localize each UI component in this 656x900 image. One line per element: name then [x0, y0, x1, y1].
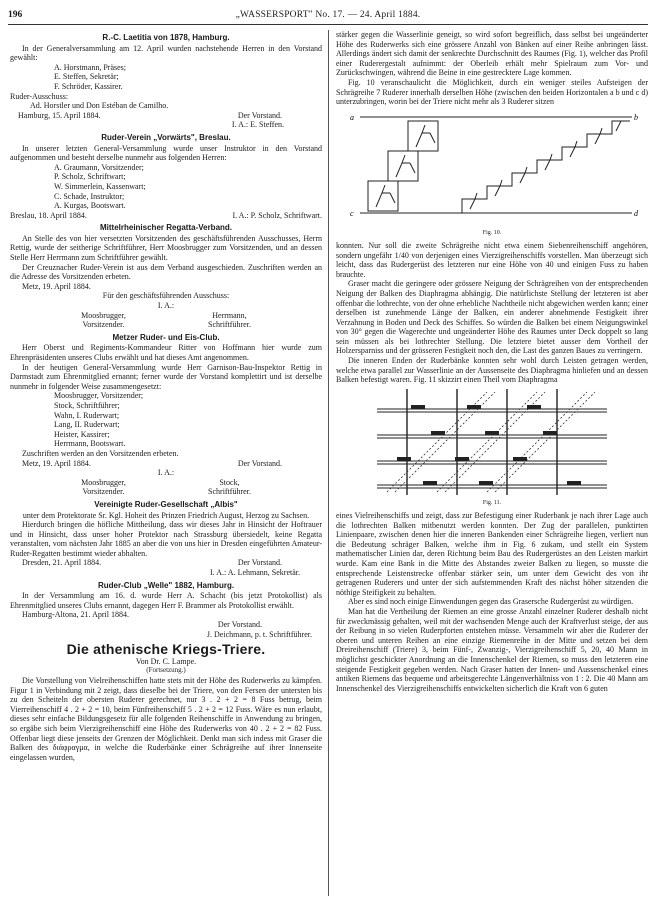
- vorwaerts-member: W. Simmerlein, Kassenwart;: [54, 181, 146, 191]
- welle-sig1: Der Vorstand.: [217, 620, 262, 630]
- rower-figure: [616, 121, 627, 131]
- trireme-row: [368, 121, 438, 211]
- laetitia-intro: In der Generalversammlung am 12. April wurden nachstehende Herren in den Vorstand gewählt:: [10, 43, 322, 63]
- metzer-member: Wahn, I. Ruderwart;: [54, 410, 120, 420]
- signature-name: Moosbrugger,: [81, 477, 126, 487]
- page-number: 196: [8, 10, 23, 20]
- article-p-aber: Aber es sind noch einige Einwendungen gegen das Grasersche Rudergerüst zu würdigen.: [348, 597, 634, 607]
- signature-role: Vorsitzender.: [82, 487, 125, 497]
- signature-block: [208, 311, 251, 330]
- label-a: a: [350, 112, 354, 122]
- albis-p1: Hierdurch bringen die höfliche Mittheilung, dass wir dieses Jahr in Hinsicht der Hoftrauer und in Hinsicht, dass unser hoher Protektor nach Strassburg übersiedelt, keine Regatta veranstalten, vom nächsten Jahr 1885 an aber die von uns hier in Dresden eingeführten Amateur-Ruder-Regatten bestimmt wieder abhalten.: [10, 520, 322, 558]
- article-author: Von Dr. C. Lampe.: [135, 656, 197, 666]
- metzer-p3: Zuschriften werden an den Vorsitzenden erbeten.: [22, 448, 179, 458]
- signature-name: Stock,: [219, 477, 240, 487]
- metzer-ia: I. A.:: [157, 468, 175, 478]
- article-p-enden: Die inneren Enden der Ruderbänke konnten sehr wohl durch Leisten getragen werden, welche etwa parallel zur Wasserlinie an der Aussenseite des Diaphragma hinliefen und an dessen Balken befestigt waren. Fig. 11 skizzirt einen Theil vom Diaphragma: [336, 356, 648, 385]
- section-title-welle: Ruder-Club „Welle" 1882, Hamburg.: [97, 580, 235, 590]
- vertical-beams: [407, 389, 557, 495]
- label-d: d: [634, 208, 638, 218]
- article-title: Die athenische Kriegs-Triere.: [66, 641, 266, 658]
- signature-role: Schriftführer.: [208, 487, 251, 497]
- section-title-mittelrhein: Mittelrheinischer Regatta-Verband.: [99, 223, 233, 233]
- signature-block: [208, 478, 251, 497]
- laetitia-member: F. Schröder, Kassirer.: [54, 81, 123, 91]
- laetitia-date: Hamburg, 15. April 1884.: [18, 110, 101, 120]
- rower-figure: [376, 185, 395, 207]
- rower-figure: [495, 180, 506, 196]
- rower-figure: [595, 128, 606, 144]
- multi-row: [462, 121, 630, 213]
- vorwaerts-sig: I. A.: P. Scholz, Schriftwart.: [232, 210, 322, 220]
- metzer-signatures: [10, 478, 322, 497]
- laetitia-ausschuss-label: Ruder-Ausschuss:: [10, 91, 69, 101]
- rower-box: [408, 121, 438, 151]
- metzer-p1: Herr Oberst und Regiments-Kommandeur Ritter von Hoffmann hier wurde zum Ehrenpräsidenten unseres Clubs erwählt und hat dieses Amt angenommen.: [10, 343, 322, 362]
- section-title-albis: Vereinigte Ruder-Gesellschaft „Albis": [94, 499, 238, 509]
- vorwaerts-member: A. Graumann, Vorsitzender;: [54, 162, 144, 172]
- figure-11: [336, 387, 648, 509]
- rower-figure: [520, 167, 531, 183]
- rower-box: [388, 151, 418, 181]
- metzer-p2: In der heutigen General-Versammlung wurde Herr Garnison-Bau-Inspektor Rettig in Darmstadt zum Ehrenmitglied ernannt; ferner wurde der Vorstand komplettirt und ist derselbe nunmehr in folgender Weise zusammengesetzt:: [10, 362, 322, 391]
- column-divider: [328, 30, 329, 896]
- rower-figure: [396, 155, 415, 177]
- vorwaerts-member: A. Kurgas, Bootswart.: [54, 201, 126, 211]
- left-column: [10, 30, 322, 762]
- rower-figure: [570, 141, 581, 157]
- article-p-man: Man hat die Vertheilung der Riemen an eine grosse Anzahl einzelner Ruderer deshalb nicht für zweckmässig gehalten, weil mit der wachsenden Menge auch der Kraftverlust steige, der aus der Reibung in so vielen Ruderpforten entstehen müsse. Versammeln wir aber die Ruderer der oberen und unteren Reihen an eine einzige Riemenreihe in der Mitte und setzen bei dem Dreireihenschiff (Triere) 3, beim Fünf-, Zwanzig-, Vierzigreihenschiff 5, 20, 40 Mann in möglichst geschickter Anordnung an die Innenschenkel der Riemen, so muss den letzteren eine steigende Festigkeit gegeben werden. Nach Graser hatten der Innen- und Aussenschenkel eines antiken Riemens das bequeme und arbeitsgerechte Längenverhältniss von 1 : 2. Die 40 Mann am Innenschenkel des Vierzigreihenschiffs entwickelten sicherlich die Kraft von 6 guten: [336, 606, 648, 693]
- mittelrhein-p2: Der Creuznacher Ruder-Verein ist aus dem Verband ausgeschieden. Zuschriften werden an die Adresse des Vorsitzenden erbeten.: [10, 262, 322, 282]
- figure-11-drawing: [367, 387, 617, 497]
- metzer-member: Stock, Schriftführer;: [54, 400, 120, 410]
- signature-role: Vorsitzender.: [82, 320, 125, 330]
- laetitia-ausschuss: Ad. Horstler und Don Estéban de Camilho.: [30, 101, 169, 111]
- right-column: [336, 30, 648, 693]
- welle-p1: In der Versammlung am 16. d. wurde Herr A. Schacht (bis jetzt Protokollist) als Ehrenmitglied unseres Clubs ernannt, dagegen Herr F. Brammer als Protokollist erwählt.: [10, 591, 322, 610]
- vorwaerts-member: P. Scholz, Schriftwart;: [54, 172, 126, 182]
- mittelrhein-date: Metz, 19. April 1884.: [22, 281, 91, 291]
- rower-box: [368, 181, 398, 211]
- article-p-after11: eines Vielreihenschiffs und zeigt, dass zur Befestigung einer Ruderbank je nach ihrer Lage auch die lothrechten Balken mitbenutzt werden konnten. Der Zug der parallelen, punktirten Linienpaare, zwischen denen hier die inneren Bankenden einer Schrägreihe liegen, verliert nun die Bedeutung schräger Balken, welche ihm in Fig. 6 zukam, und stellt ein System mathematischer Linien dar, deren Richtung beim Bau des Rudergerüstes an den Leisten markirt wurde. Kam eine Bank in die Mitte des Abstandes zweier Balken zu liegen, so musste die entsprechende Leistenstrecke offenbar stärker sein, um unter dem Gewicht des von ihr getragenen Ruderers und unter der sich aufstemmenden Kraft des nächst höher sitzenden die nöthige Steifigkeit zu behalten.: [336, 511, 648, 597]
- article-p1: Die Vorstellung von Vielreihenschiffen hatte stets mit der Höhe des Ruderwerks zu kämpfen. Figur 1 in Verbindung mit 2 zeigt, dass dieselbe bei der Triere, von den Fersen der untersten bis zu den Scheiteln der obersten Ruderer gerechnet, nur 3 . 2 + 2 = 8 Fuss betrug, beim Vierreihenschiff 4 . 2 + 2 = 10, beim Fünfreihenschiff 5 . 2 + 2 = 12 Fuss. Wäre es nun erlaubt, dieses sehr einfache Bildungsgesetz für alle folgenden Reihenschiffe in Anwendung zu bringen, so ergäbe sich beim Vierzigreihenschiff eine Höhe des Ruderwerks von 40 . 2 + 2 = 82 Fuss. Offenbar liegt diese jenseits der Grenzen der Möglichkeit. Denkt man sich indess mit Graser die Balken des διάφραγμα, in welche die Ruderbänke einer Schrägreihe auf ihrer Innenseite eingelassen wurden,: [10, 676, 322, 762]
- signature-block: [81, 311, 126, 330]
- metzer-member: Lang, II. Ruderwart;: [54, 420, 120, 430]
- article-p-top: stärker gegen die Wasserlinie geneigt, so wird sofort begreiflich, dass selbst bei ungeänderter Höhe des Ruderwerks sich eine grössere Anzahl von Bänken auf einer Reihe anbringen lässt. Allerdings ändert sich damit der senkrechte Durchschnitt des Raumes (Fig. 1), welcher das Profil einer Ruderergestalt aufnimmt: der Oberleib erhält mehr Spielraum zum Vor- und Zurückschwingen, während die Beine in eine gestrecktere Lage kommen.: [336, 30, 648, 78]
- rower-figure: [416, 125, 435, 147]
- signature-name: Herrmann,: [212, 310, 247, 320]
- metzer-sig1: Der Vorstand.: [237, 458, 282, 468]
- label-b: b: [634, 112, 638, 122]
- mittelrhein-fuer: Für den geschäftsführenden Ausschuss:: [102, 291, 230, 301]
- laetitia-member: E. Steffen, Sekretär;: [54, 72, 119, 82]
- publication-title: „WASSERSPORT" No. 17. — 24. April 1884.: [235, 10, 421, 20]
- welle-date: Hamburg-Altona, 21. April 1884.: [22, 610, 129, 620]
- signature-name: Moosbrugger,: [81, 310, 126, 320]
- section-title-laetitia: R.-C. Laetitia von 1878, Hamburg.: [102, 33, 230, 42]
- albis-sub: unter dem Protektorate Sr. Kgl. Hoheit des Prinzen Friedrich August, Herzog zu Sachsen.: [22, 510, 310, 520]
- mittelrhein-signatures: [10, 311, 322, 330]
- vorwaerts-signature-row: [10, 211, 322, 221]
- article-p-after10: konnten. Nur soll die zweite Schrägreihe nicht etwa einem Siebenreihenschiff angehören, sondern ungefähr 1/40 von derjenigen eines Vierzigreihenschiffs vorstellen. Man überzeugt sich leicht, dass das Rudergerüst des letzteren nur eine Höhe von 40 und einigen Fuss zu haben brauchte.: [336, 240, 648, 279]
- article-p-fig10: Fig. 10 veranschaulicht die Möglichkeit, durch ein weniger steiles Aufsteigen der Schrägreihe 7 Ruderer innerhalb derselben Höhe (zwischen den beiden Horizontalen a b und c d) unterzubringen, worin bei der Triere nicht mehr als 3 Ruderer sitzen: [336, 77, 648, 107]
- metzer-signature-row: [10, 459, 322, 469]
- albis-signature-row: [10, 558, 322, 568]
- vorwaerts-member: C. Schade, Instruktor;: [54, 191, 125, 201]
- rower-figure: [470, 193, 481, 209]
- mittelrhein-ia: I. A.:: [157, 301, 175, 311]
- metzer-date: Metz, 19. April 1884.: [22, 458, 91, 468]
- albis-sig1: Der Vorstand.: [237, 558, 282, 568]
- metzer-member: Herrmann, Bootswart.: [54, 439, 126, 449]
- laetitia-sig2: I. A.: E. Steffen.: [231, 120, 284, 130]
- albis-date: Dresden, 21. April 1884.: [22, 558, 102, 568]
- albis-sig2: I. A.: A. Lehmann, Sekretär.: [210, 568, 300, 578]
- article-p-graser: Graser macht die geringere oder grössere Neigung der Schrägreihen von der entsprechenden Neigung der Balken des Diaphragma abhängig. Die natürlichste Stellung der letzteren ist aber offenbar die lothrechte, von der ohne erhebliche Nachtheile nicht abgewichen werden kann; einer derselben ist zunehmende Länge der Balken, ein anderer abnehmende Festigkeit ihrer Verzahnung in Boden und Deck des Schiffes. So würden die Balken bei einem Neigungswinkel von 30° gegen die Wagerechte und ungeänderter Höhe des Raumes unter Deck doppelt so lang sein müssen als bei lothrechter Stellung. Die letztere bietet ausser dem Vortheil der Holzersparniss und der grösseren Festigkeit noch den, die Last des ganzen Baues zu verringern.: [336, 279, 648, 356]
- laetitia-signature-row: [10, 111, 322, 121]
- laetitia-sig1: Der Vorstand.: [237, 110, 282, 120]
- signature-block: [81, 478, 126, 497]
- figure-10-drawing: [342, 109, 642, 227]
- page-header: [8, 10, 648, 25]
- vorwaerts-date: Breslau, 18. April 1884.: [10, 210, 87, 220]
- horizontal-battens: [377, 409, 607, 488]
- metzer-member: Moosbrugger, Vorsitzender;: [54, 391, 144, 401]
- bench-ends: [397, 405, 581, 485]
- section-title-metzer: Metzer Ruder- und Eis-Club.: [112, 332, 220, 342]
- mittelrhein-p1: An Stelle des von hier versetzten Vorsitzenden des geschäftsführenden Ausschusses, Herrn Rettig, wurde der seitherige Schriftführer, Herr Moosbrugger zum Vorsitzenden, und an dessen Stelle Herr Herrmann zum Schriftführer gewählt.: [10, 233, 322, 263]
- signature-role: Schriftführer.: [208, 320, 251, 330]
- welle-sig2: J. Deichmann, p. t. Schriftführer.: [206, 629, 312, 639]
- metzer-member: Heister, Kassirer;: [54, 429, 110, 439]
- figure-10-caption: Fig. 10.: [482, 230, 502, 237]
- article-continuation: (Fortsetzung.): [146, 666, 186, 675]
- figure-10: [336, 109, 648, 239]
- vorwaerts-intro: In unserer letzten General-Versammlung wurde unser Instruktor in den Vorstand aufgenommen und besteht derselbe nunmehr aus folgenden Herren:: [10, 143, 322, 163]
- rower-figure: [545, 154, 556, 170]
- label-c: c: [350, 208, 354, 218]
- figure-11-caption: Fig. 11.: [482, 500, 502, 507]
- section-title-vorwaerts: Ruder-Verein „Vorwärts", Breslau.: [101, 132, 231, 142]
- laetitia-member: A. Horstmann, Präses;: [54, 62, 126, 72]
